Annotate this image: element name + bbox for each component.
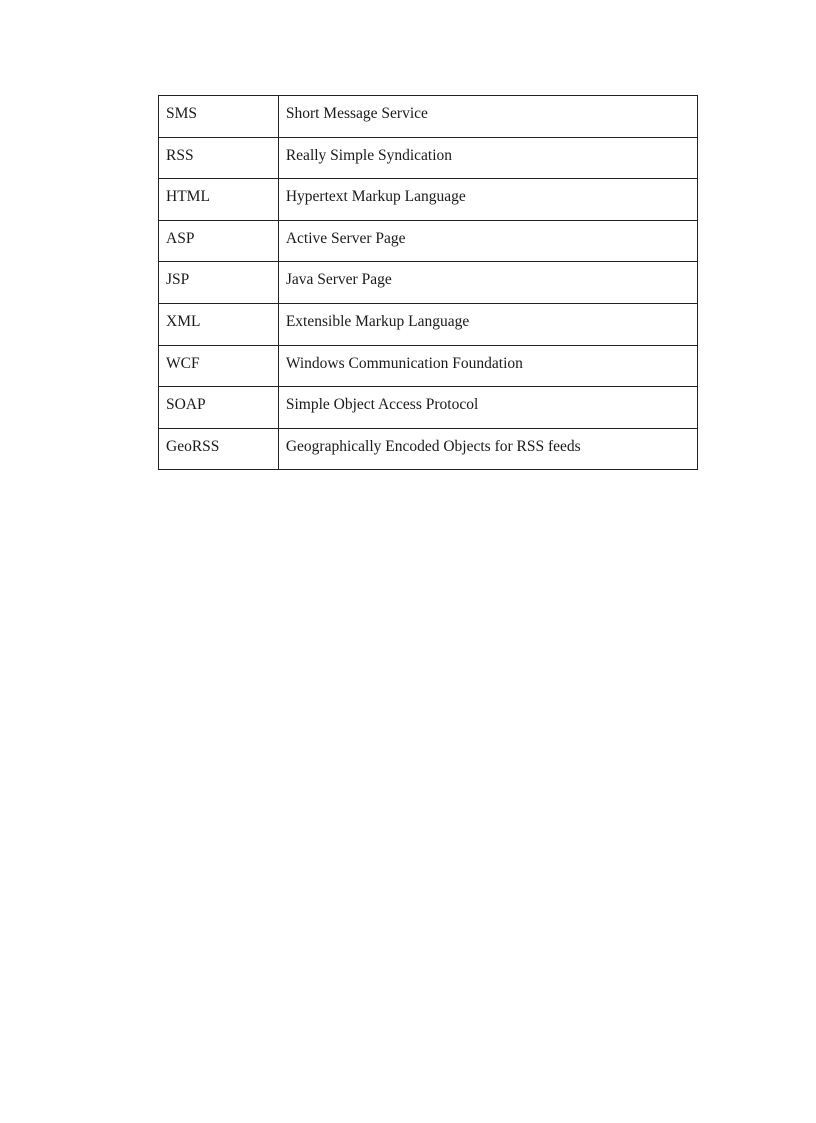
abbreviation-cell: XML xyxy=(159,303,279,345)
table-row xyxy=(159,179,698,221)
table-row xyxy=(159,428,698,470)
table-row xyxy=(159,137,698,179)
table-row xyxy=(159,220,698,262)
table-row xyxy=(159,387,698,429)
expansion-cell: Windows Communication Foundation xyxy=(278,345,697,387)
abbreviation-cell: SOAP xyxy=(159,387,279,429)
expansion-cell: Simple Object Access Protocol xyxy=(278,387,697,429)
expansion-cell: Extensible Markup Language xyxy=(278,303,697,345)
abbreviations-table xyxy=(158,95,698,470)
expansion-cell: Geographically Encoded Objects for RSS feeds xyxy=(278,428,697,470)
abbreviation-cell: HTML xyxy=(159,179,279,221)
expansion-cell: Hypertext Markup Language xyxy=(278,179,697,221)
table-row xyxy=(159,345,698,387)
table-row xyxy=(159,96,698,138)
abbreviation-cell: WCF xyxy=(159,345,279,387)
abbreviation-cell: JSP xyxy=(159,262,279,304)
expansion-cell: Really Simple Syndication xyxy=(278,137,697,179)
table-row xyxy=(159,262,698,304)
abbreviation-cell: ASP xyxy=(159,220,279,262)
expansion-cell: Java Server Page xyxy=(278,262,697,304)
expansion-cell: Active Server Page xyxy=(278,220,697,262)
abbreviation-cell: SMS xyxy=(159,96,279,138)
table-row xyxy=(159,303,698,345)
abbreviation-cell: GeoRSS xyxy=(159,428,279,470)
expansion-cell: Short Message Service xyxy=(278,96,697,138)
abbreviation-cell: RSS xyxy=(159,137,279,179)
